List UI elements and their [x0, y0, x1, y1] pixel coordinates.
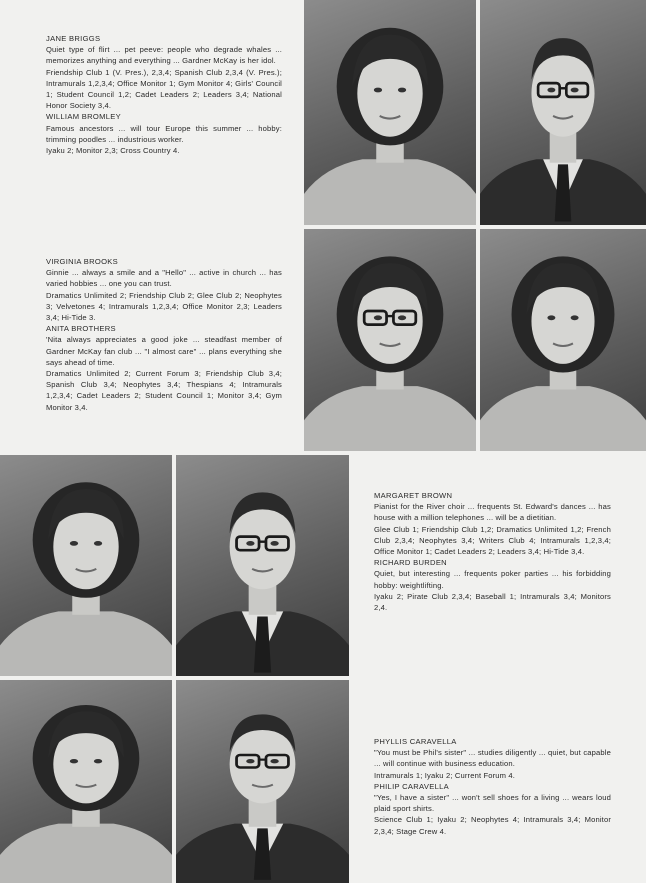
- student-activities: Intramurals 1; Iyaku 2; Current Forum 4.: [374, 770, 516, 780]
- portrait-photo-margaret-brown: [0, 455, 172, 676]
- student-activities: Glee Club 1; Friendship Club 1,2; Dramatics Unlimited 1,2; French Club 2,3,4; Neophytes 3,4; Writers Club 4; Intramurals 1,2,3,4; Office Monitor 1; Cadet Leaders 2; Leaders 3,4; Hi-Tide 3,4.: [374, 524, 611, 557]
- entry-william-bromley: [46, 111, 282, 156]
- student-name: ANITA BROTHERS: [46, 324, 116, 334]
- entry-anita-brothers: [46, 323, 282, 413]
- student-quote: Quiet, but interesting ... frequents poker parties ... his forbidding hobby: weightlifting.: [374, 569, 611, 590]
- entry-richard-burden: [374, 557, 611, 613]
- text-block-briggs-bromley: [46, 33, 282, 156]
- student-activities: Dramatics Unlimited 2; Current Forum 3; Friendship Club 3,4; Spanish Club 3,4; Neophytes 3,4; Thespians 4; Intramurals 1,2,3,4; Cadet Leaders 2; Student Council 1; Monitor 3,4; Gym Monitor 3,4.: [46, 369, 282, 412]
- entry-virginia-brooks: [46, 256, 282, 323]
- portrait-photo-virginia-brooks-image: [304, 229, 476, 451]
- student-name: JANE BRIGGS: [46, 34, 101, 43]
- entry-margaret-brown: [374, 490, 611, 557]
- text-block-brooks-brothers: [46, 256, 282, 413]
- portrait-photo-margaret-brown-image: [0, 455, 172, 676]
- student-quote: Quiet type of flirt ... pet peeve: people who degrade whales ... memorizes anything and everything ... Gardner McKay is her idol.: [46, 45, 282, 66]
- entry-philip-caravella: [374, 781, 611, 837]
- student-activities: Iyaku 2; Monitor 2,3; Cross Country 4.: [46, 146, 180, 156]
- portrait-photo-philip-caravella-image: [176, 680, 349, 883]
- portrait-photo-anita-brothers-image: [480, 229, 646, 451]
- student-quote: Ginnie ... always a smile and a "Hello" ... active in church ... has varied hobbies ... one you can trust.: [46, 268, 282, 289]
- student-quote: Pianist for the River choir ... frequents St. Edward's dances ... has house with a million telephones ... will be a dietitian.: [374, 502, 611, 523]
- portrait-photo-william-bromley: [480, 0, 646, 225]
- portrait-photo-philip-caravella: [176, 680, 349, 883]
- student-name: RICHARD BURDEN: [374, 558, 447, 568]
- student-quote: "Yes, I have a sister" ... won't sell shoes for a living ... wears loud plaid sport shirts.: [374, 793, 611, 814]
- text-block-brown-burden: [374, 490, 611, 613]
- portrait-photo-jane-briggs: [304, 0, 476, 225]
- student-quote: "You must be Phil's sister" ... studies diligently ... quiet, but capable ... will continue with business education.: [374, 748, 611, 769]
- portrait-photo-phyllis-caravella: [0, 680, 172, 883]
- student-quote: Famous ancestors ... will tour Europe this summer ... hobby: trimming poodles ... industrious worker.: [46, 123, 282, 144]
- portrait-photo-jane-briggs-image: [304, 0, 476, 225]
- student-activities: Friendship Club 1 (V. Pres.), 2,3,4; Spanish Club 2,3,4 (V. Pres.); Intramurals 1,2,3,4; Office Monitor 1; Gym Monitor 4; Girls' Council 1; Student Council 1,2; Cadet Leaders 2; Leaders 3,4; National Honor Society 3,4.: [46, 67, 282, 111]
- student-activities: Science Club 1; Iyaku 2; Neophytes 4; Intramurals 3,4; Monitor 2,3,4; Stage Crew 4.: [374, 815, 611, 836]
- student-name: WILLIAM BROMLEY: [46, 112, 121, 122]
- portrait-photo-phyllis-caravella-image: [0, 680, 172, 883]
- entry-jane-briggs: [46, 33, 282, 111]
- student-name: PHILIP CARAVELLA: [374, 781, 450, 791]
- portrait-photo-william-bromley-image: [480, 0, 646, 225]
- student-name: VIRGINIA BROOKS: [46, 257, 119, 266]
- portrait-photo-virginia-brooks: [304, 229, 476, 451]
- student-activities: Iyaku 2; Pirate Club 2,3,4; Baseball 1; Intramurals 3,4; Monitors 2,4.: [374, 591, 611, 613]
- student-quote: 'Nita always appreciates a good joke ... steadfast member of Gardner McKay fan club ... "I almost care" ... plans everything she says ahead of time.: [46, 335, 282, 367]
- portrait-photo-richard-burden: [176, 455, 349, 676]
- text-block-caravella: [374, 736, 611, 837]
- student-name: PHYLLIS CARAVELLA: [374, 737, 457, 746]
- student-activities: Dramatics Unlimited 2; Friendship Club 2; Glee Club 2; Neophytes 3; Velvetones 4; Intramurals 1,2,3,4; Office Monitor 2,3; Leaders 3,4; Hi-Tide 3.: [46, 290, 282, 323]
- portrait-photo-anita-brothers: [480, 229, 646, 451]
- portrait-photo-richard-burden-image: [176, 455, 349, 676]
- student-name: MARGARET BROWN: [374, 491, 453, 500]
- entry-phyllis-caravella: [374, 736, 611, 781]
